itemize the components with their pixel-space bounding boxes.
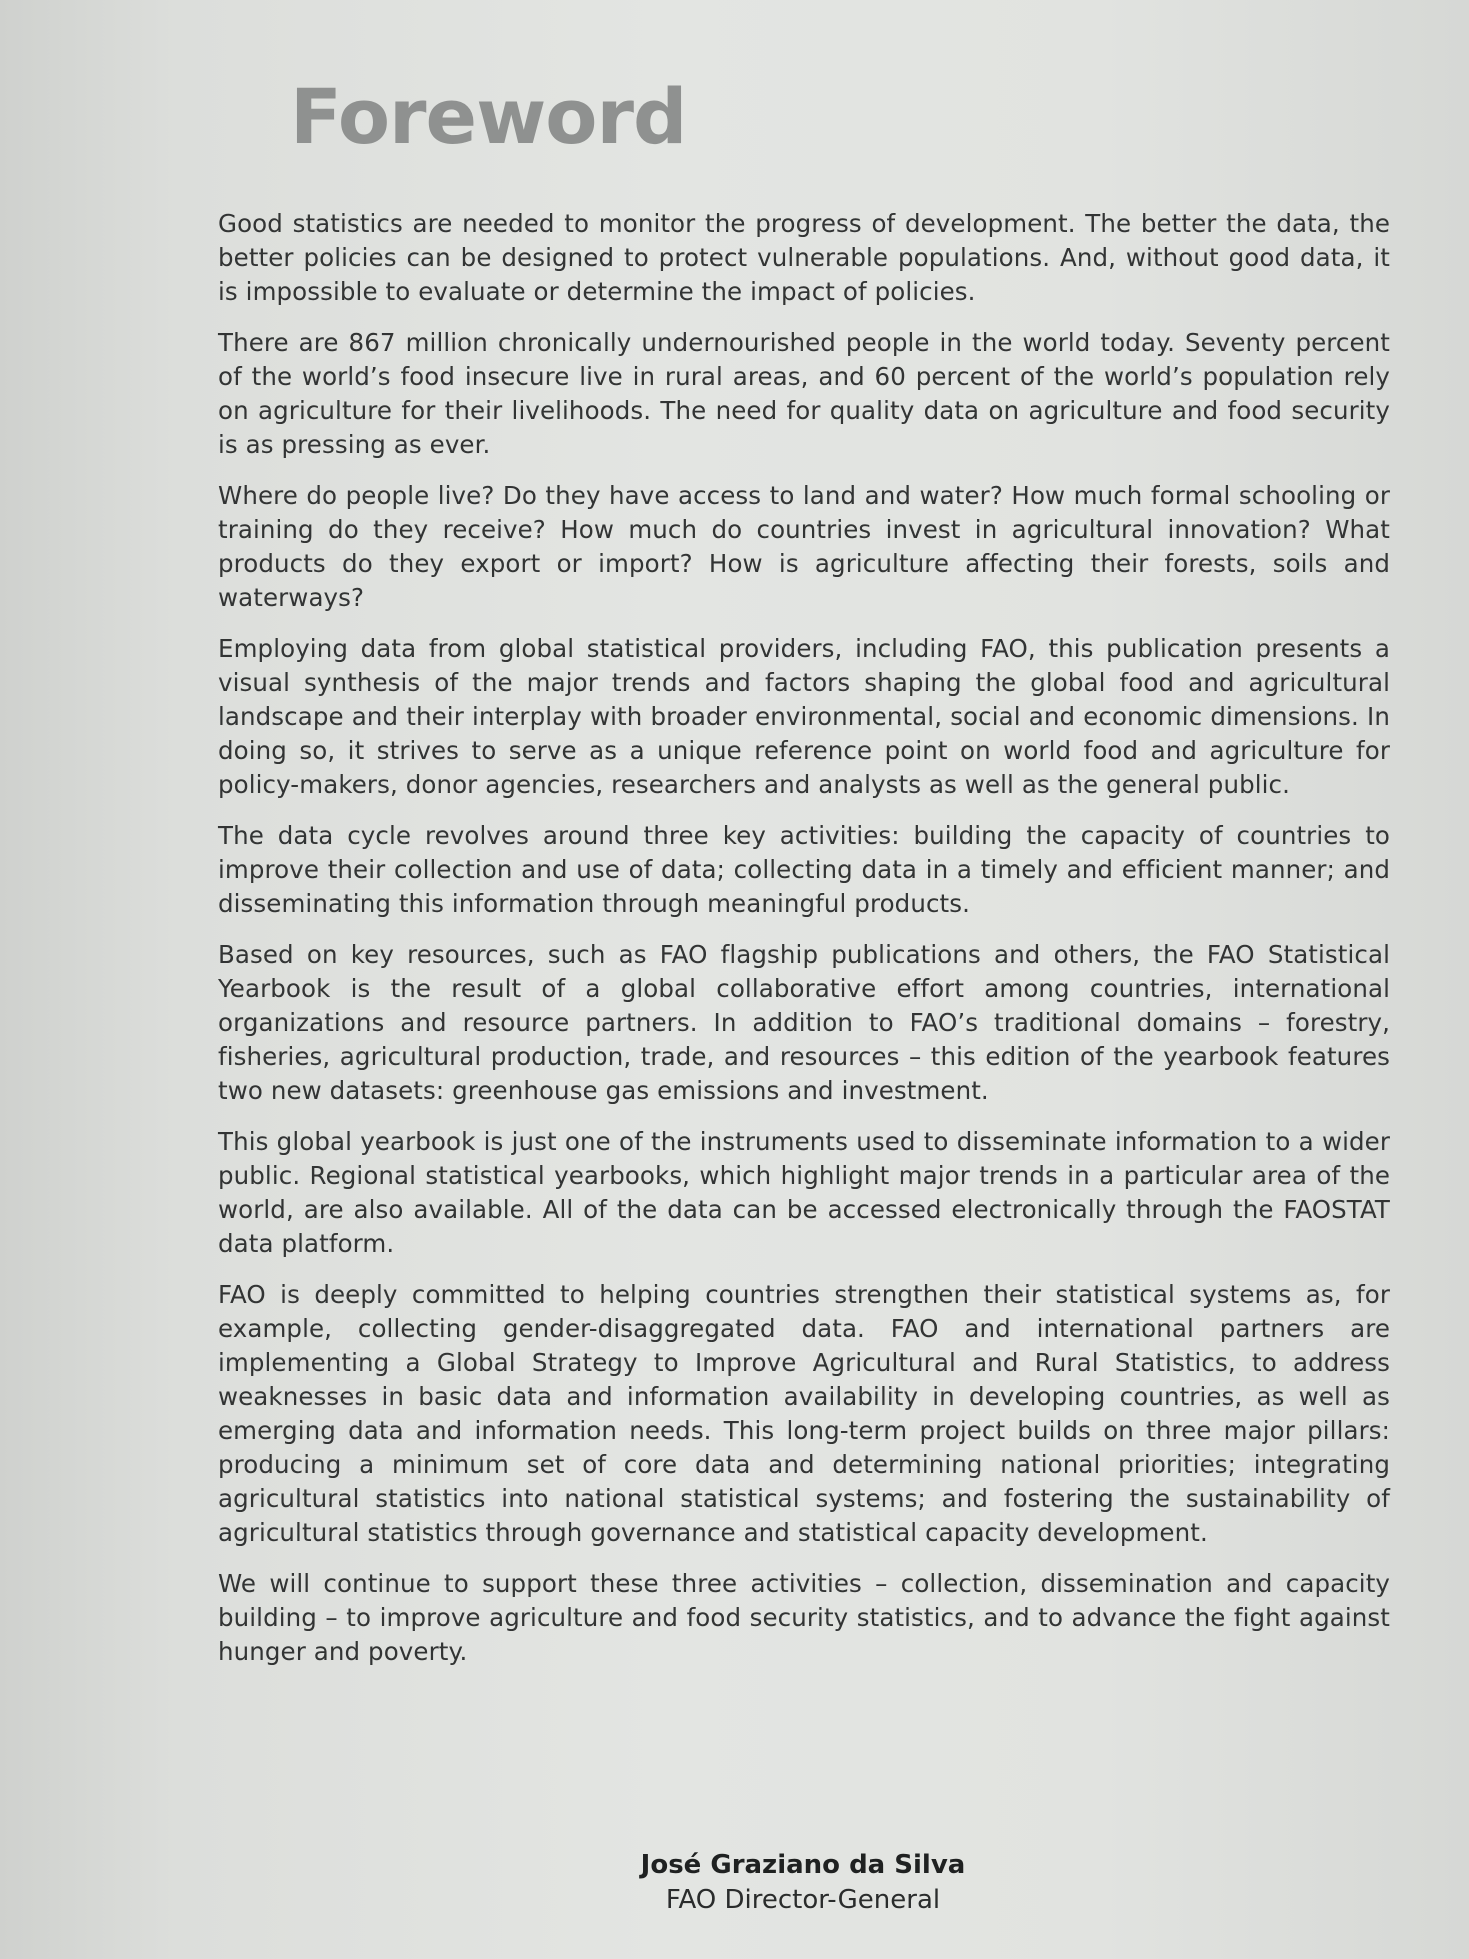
signatory-role: FAO Director-General	[665, 1885, 941, 1915]
paragraph-6: Based on key resources, such as FAO flagship publications and others, the FAO Statistical Yearbook is the result of a global collaborative effort among countries, international organizations and resource partners. In addition to FAO’s traditional domains – forestry, fisheries, agricultural production, trade, and resources – this edition of the yearbook features two new datasets: greenhouse gas emissions and investment.	[218, 940, 1390, 1105]
paragraph-7: This global yearbook is just one of the instruments used to disseminate information to a wider public. Regional statistical yearbooks, which highlight major trends in a particular area of the world, are also available. All of the data can be accessed electronically through the FAOSTAT data platform.	[218, 1127, 1390, 1258]
paragraph-4: Employing data from global statistical providers, including FAO, this publication presents a visual synthesis of the major trends and factors shaping the global food and agricultural landscape and their interplay with broader environmental, social and economic dimensions. In doing so, it strives to serve as a unique reference point on world food and agriculture for policy-makers, donor agencies, researchers and analysts as well as the general public.	[218, 634, 1390, 799]
paragraph-1: Good statistics are needed to monitor the progress of development. The better the data, the better policies can be designed to protect vulnerable populations. And, without good data, it is impossible to evaluate or determine the impact of policies.	[218, 209, 1390, 306]
foreword-body	[218, 207, 1390, 1686]
paragraph-8: FAO is deeply committed to helping countries strengthen their statistical systems as, for example, collecting gender-disaggregated data. FAO and international partners are implementing a Global Strategy to Improve Agricultural and Rural Statistics, to address weaknesses in basic data and information availability in developing countries, as well as emerging data and information needs. This long-term project builds on three major pillars: producing a minimum set of core data and determining national priorities; integrating agricultural statistics into national statistical systems; and fostering the sustainability of agricultural statistics through governance and statistical capacity development.	[218, 1280, 1390, 1547]
paragraph-3: Where do people live? Do they have access to land and water? How much formal schooling or training do they receive? How much do countries invest in agricultural innovation? What products do they export or import? How is agriculture affecting their forests, soils and waterways?	[218, 481, 1390, 612]
page-title: Foreword	[290, 72, 687, 161]
signature-block	[560, 1848, 1046, 1918]
paragraph-2: There are 867 million chronically undernourished people in the world today. Seventy percent of the world’s food insecure live in rural areas, and 60 percent of the world’s population rely on agriculture for their livelihoods. The need for quality data on agriculture and food security is as pressing as ever.	[218, 328, 1390, 459]
paragraph-5: The data cycle revolves around three key activities: building the capacity of countries to improve their collection and use of data; collecting data in a timely and efficient manner; and disseminating this information through meaningful products.	[218, 821, 1390, 918]
paragraph-9: We will continue to support these three activities – collection, dissemination and capacity building – to improve agriculture and food security statistics, and to advance the fight against hunger and poverty.	[218, 1569, 1390, 1666]
signatory-name: José Graziano da Silva	[640, 1850, 966, 1880]
